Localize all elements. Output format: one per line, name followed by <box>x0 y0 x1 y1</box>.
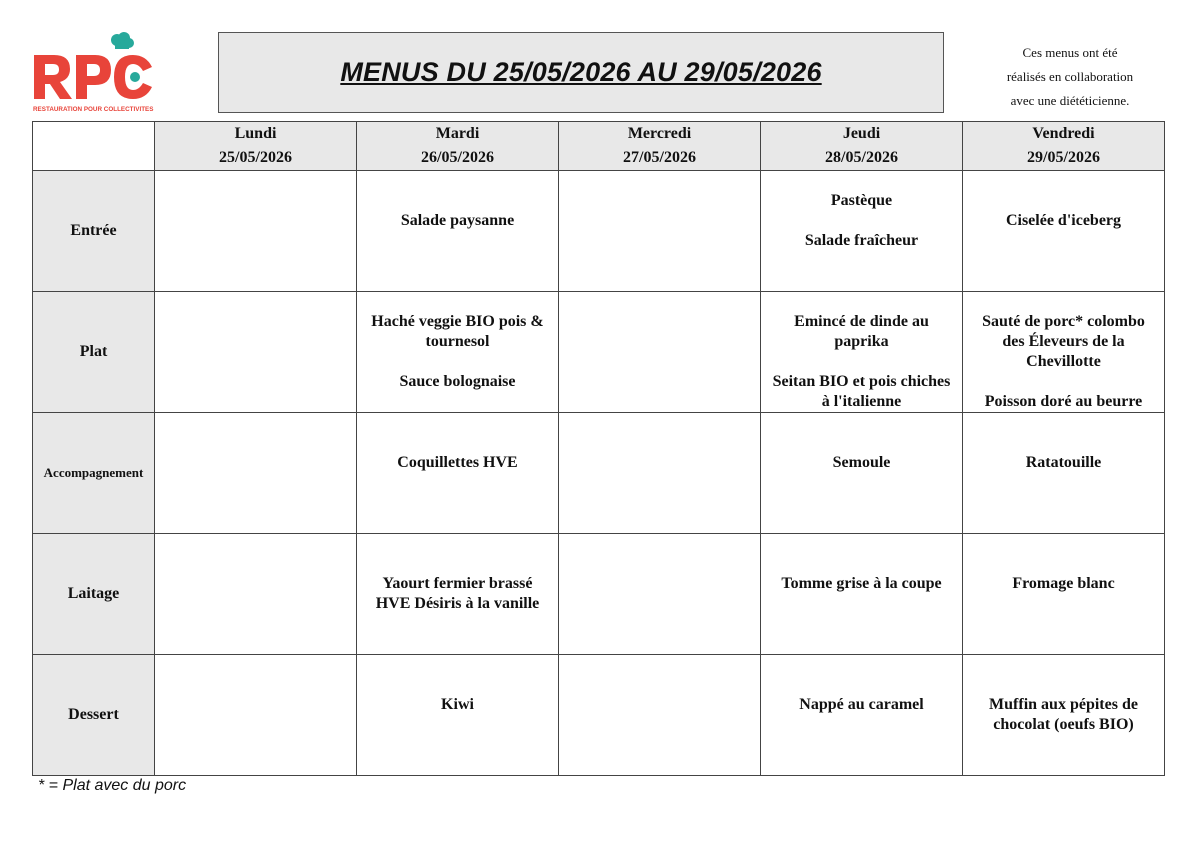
spacer-line <box>967 534 1160 554</box>
days-header-row <box>33 122 1165 171</box>
menu-cell <box>357 292 559 413</box>
menu-cell <box>559 171 761 292</box>
day-header-wednesday <box>559 122 761 171</box>
menu-cell-content <box>963 655 1164 735</box>
menu-cell-content <box>357 171 558 231</box>
menu-cell-content <box>963 413 1164 473</box>
menu-cell <box>761 413 963 534</box>
note-line: réalisés en collaboration <box>1006 69 1134 84</box>
page-title: MENUS DU 25/05/2026 AU 29/05/2026 <box>340 57 822 87</box>
menu-cell <box>761 292 963 413</box>
dish-line: HVE Désiris à la vanille <box>375 595 540 612</box>
menu-cell <box>963 534 1165 655</box>
menu-row <box>33 534 1165 655</box>
menu-cell <box>155 534 357 655</box>
menu-body <box>33 171 1165 776</box>
svg-text:RESTAURATION POUR COLLECTIVITE: RESTAURATION POUR COLLECTIVITES <box>33 106 154 113</box>
menu-cell-content <box>963 534 1164 594</box>
day-header-monday <box>155 122 357 171</box>
dish-line: Seitan BIO et pois chiches <box>772 373 951 390</box>
day-name: Lundi <box>234 125 277 142</box>
menu-table <box>32 121 1165 776</box>
spacer-line <box>765 675 958 695</box>
dish-line: Sauce bolognaise <box>399 373 516 390</box>
note-line: avec une diététicienne. <box>1010 93 1130 108</box>
day-name: Mardi <box>435 125 480 142</box>
day-header-thursday <box>761 122 963 171</box>
spacer-line <box>361 554 554 574</box>
spacer-line <box>361 352 554 372</box>
menu-cell <box>155 292 357 413</box>
spacer-line <box>765 433 958 453</box>
dish-line: Salade paysanne <box>400 212 515 229</box>
menu-cell-content <box>963 171 1164 231</box>
corner-cell <box>33 122 155 171</box>
dish-line: à l'italienne <box>821 393 902 410</box>
menu-cell <box>155 171 357 292</box>
dish-line: Pastèque <box>830 192 893 209</box>
menu-cell-content <box>761 413 962 473</box>
dish-line: chocolat (oeufs BIO) <box>993 716 1134 733</box>
spacer-line <box>967 413 1160 433</box>
day-date: 29/05/2026 <box>1027 149 1100 166</box>
spacer-line <box>765 534 958 554</box>
day-date: 25/05/2026 <box>219 149 292 166</box>
spacer-line <box>361 433 554 453</box>
menu-cell-content <box>963 292 1164 412</box>
menu-cell <box>559 292 761 413</box>
dish-line: Ciselée d'iceberg <box>1005 212 1122 229</box>
menu-cell-content <box>357 292 558 392</box>
menu-cell-content <box>357 413 558 473</box>
day-name: Mercredi <box>627 125 692 142</box>
dish-line: Muffin aux pépites de <box>989 696 1138 713</box>
menu-row <box>33 171 1165 292</box>
spacer-line <box>361 292 554 312</box>
row-label: Accompagnement <box>33 413 155 534</box>
menu-cell-content <box>357 655 558 715</box>
menu-cell <box>155 413 357 534</box>
menu-cell <box>559 655 761 776</box>
dish-line: Nappé au caramel <box>799 696 924 713</box>
spacer-line <box>765 352 958 372</box>
spacer-line <box>967 433 1160 453</box>
menu-row <box>33 292 1165 413</box>
spacer-line <box>765 413 958 433</box>
menu-cell <box>357 171 559 292</box>
dish-line: Tomme grise à la coupe <box>781 575 942 592</box>
menu-cell <box>357 413 559 534</box>
dish-line: Salade fraîcheur <box>804 232 919 249</box>
spacer-line <box>765 554 958 574</box>
row-label: Entrée <box>33 171 155 292</box>
spacer-line <box>967 554 1160 574</box>
row-label: Dessert <box>33 655 155 776</box>
menu-cell-content <box>761 534 962 594</box>
menu-cell <box>963 171 1165 292</box>
spacer-line <box>967 191 1160 211</box>
menu-cell <box>761 655 963 776</box>
spacer-line <box>361 191 554 211</box>
dish-line: des Éleveurs de la <box>1002 333 1125 350</box>
menu-cell <box>357 655 559 776</box>
note-line: Ces menus ont été <box>1022 45 1118 60</box>
menu-cell <box>761 171 963 292</box>
title-box <box>218 32 944 113</box>
chef-hat-icon <box>111 32 134 49</box>
menu-cell-content <box>357 534 558 614</box>
menu-cell <box>963 655 1165 776</box>
day-date: 27/05/2026 <box>623 149 696 166</box>
menu-cell <box>963 292 1165 413</box>
dish-line: Yaourt fermier brassé <box>382 575 533 592</box>
day-name: Jeudi <box>842 125 881 142</box>
day-name: Vendredi <box>1032 125 1095 142</box>
dish-line: Semoule <box>832 454 891 471</box>
dish-line: Poisson doré au beurre <box>984 393 1143 410</box>
menu-row <box>33 413 1165 534</box>
day-header-tuesday <box>357 122 559 171</box>
dish-line: paprika <box>834 333 889 350</box>
menu-cell <box>559 413 761 534</box>
spacer-line <box>361 413 554 433</box>
menu-cell <box>761 534 963 655</box>
rpc-logo <box>32 31 154 115</box>
dish-line: Coquillettes HVE <box>397 454 518 471</box>
dish-line: Ratatouille <box>1025 454 1102 471</box>
dish-line: tournesol <box>425 333 490 350</box>
spacer-line <box>361 534 554 554</box>
spacer-line <box>765 292 958 312</box>
pork-footnote: * = Plat avec du porc <box>38 777 187 794</box>
dietitian-note <box>975 41 1165 113</box>
menu-cell-content <box>761 655 962 715</box>
menu-row <box>33 655 1165 776</box>
menu-cell <box>559 534 761 655</box>
menu-cell <box>155 655 357 776</box>
spacer-line <box>765 655 958 675</box>
spacer-line <box>967 292 1160 312</box>
menu-cell-content <box>761 292 962 412</box>
spacer-line <box>765 211 958 231</box>
spacer-line <box>967 655 1160 675</box>
spacer-line <box>361 675 554 695</box>
spacer-line <box>967 171 1160 191</box>
row-label: Plat <box>33 292 155 413</box>
dish-line: Emincé de dinde au <box>794 313 929 330</box>
day-date: 26/05/2026 <box>421 149 494 166</box>
dish-line: Chevillotte <box>1026 353 1101 370</box>
menu-cell-content <box>761 171 962 251</box>
dish-line: Kiwi <box>441 696 474 713</box>
row-label: Laitage <box>33 534 155 655</box>
menu-cell <box>963 413 1165 534</box>
spacer-line <box>967 675 1160 695</box>
dish-line: Fromage blanc <box>1012 575 1115 592</box>
dish-line: Sauté de porc* colombo <box>982 313 1145 330</box>
day-header-friday <box>963 122 1165 171</box>
spacer-line <box>361 171 554 191</box>
dish-line: Haché veggie BIO pois & <box>371 313 544 330</box>
spacer-line <box>967 372 1160 392</box>
day-date: 28/05/2026 <box>825 149 898 166</box>
spacer-line <box>765 171 958 191</box>
spacer-line <box>361 655 554 675</box>
menu-cell <box>357 534 559 655</box>
